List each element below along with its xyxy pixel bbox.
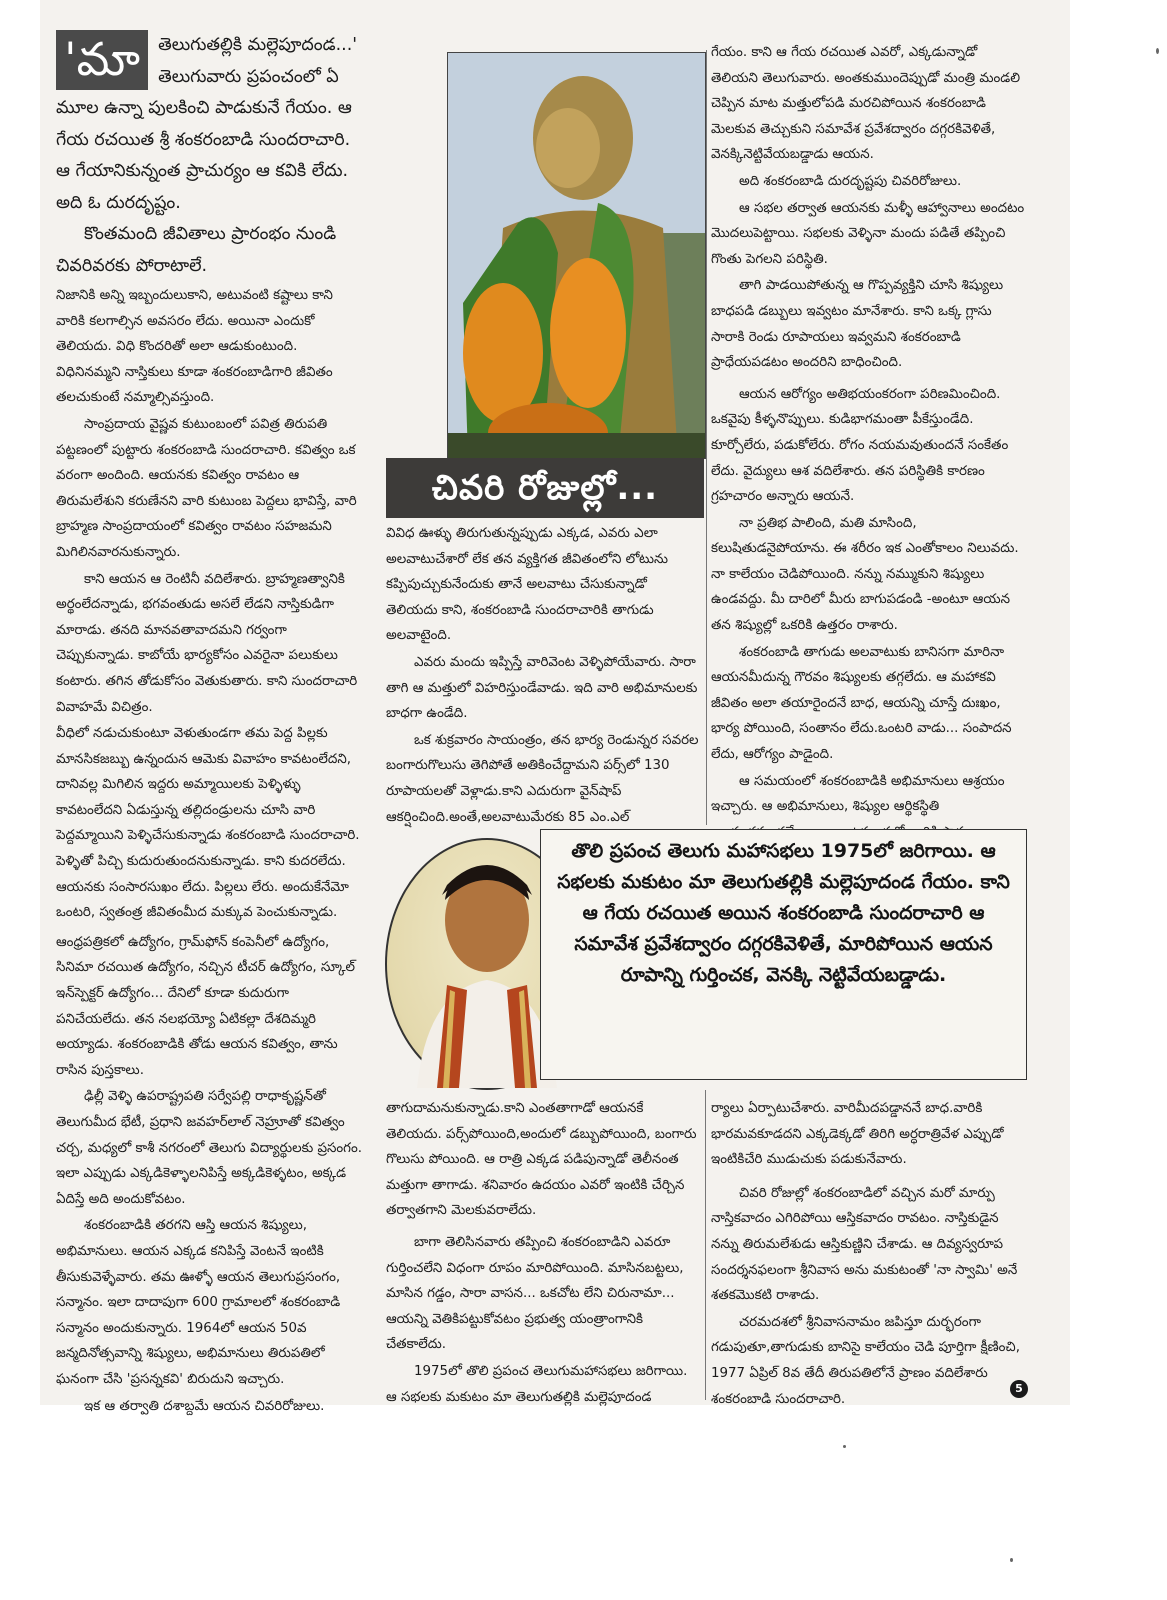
paragraph: శంకరంబాడికి తరగని ఆస్తి ఆయన శిష్యులు, అభిమానులు. ఆయన ఎక్కడ కనిపిస్తే వెంటనే ఇంటికి తీసుకువెళ్ళేవారు. తమ ఊళ్ళో ఆయన తెలుగుప్రసంగం, సన్మానం. ఇలా దాదాపుగా 600 గ్రామాలలో శంకరంబాడి సన్మానం అందుకున్నారు. 1964లో ఆయన 50వ జన్మదినోత్సవాన్ని శిష్యులు, అభిమానులు తిరుపతిలో ఘనంగా చేసి 'ప్రసన్నకవి' బిరుదుని ఇచ్చారు.: [56, 1218, 341, 1387]
paragraph: సాంప్రదాయ వైష్ణవ కుటుంబంలో పవిత్ర తిరుపతి పట్టణంలో పుట్టారు శంకరంబాడి సుందరాచారి. కవిత్వం ఒక వరంగా అందింది. ఆయనకు కవిత్వం రావటం ఆ తిరుమలేశుని కరుణేనని వారి కుటుంబ పెద్దలు భావిస్తే, వారి బ్రాహ్మణ సాంప్రదాయంలో కవిత్వం రావటం సహజమని మిగిలినవారనుకున్నారు.: [56, 416, 357, 560]
paragraph: చరమదశలో శ్రీనివాసనామం జపిస్తూ దుర్భరంగా గడుపుతూ,తాగుడుకు బానిసై కాలేయం చెడి పూర్తిగా క్షీణించి, 1977 ఏప్రిల్ 8వ తేదీ తిరుపతిలోనే ప్రాణం వదిలేశారు శంకరంబాడి సుందరాచారి.: [711, 1314, 1020, 1407]
drop-cap: 'మా: [56, 30, 148, 90]
paragraph: గేయం. కాని ఆ గేయ రచయిత ఎవరో, ఎక్కడున్నాడో తెలియని తెలుగువారు. అంతకుముందెప్పుడో మంత్రి మండలి చెప్పిన మాట మత్తులోపడి మరచిపోయిన శంకరంబాడి మెలకువ తెచ్చుకుని సమావేశ ప్రవేశద్వారం దగ్గరకివెళితే, వెనక్కినెట్టివేయబడ్డాడు ఆయన.: [711, 45, 1021, 163]
paragraph: ఢిల్లీ వెళ్ళి ఉపరాష్ట్రపతి సర్వేపల్లి రాధాకృష్ణన్‌తో తెలుగుమీద భేటీ, ప్రధాని జవహర్‌లాల్ నెహ్రూతో కవిత్వం చర్చ, మధ్యలో కాశీ నగరంలో తెలుగు విద్యార్థులకు ప్రసంగం. ఇలా ఎప్పుడు ఎక్కడికెళ్ళాలనిపిస్తే అక్కడికెళ్ళటం, అక్కడ ఏదిస్తే అది అందుకోవటం.: [56, 1089, 363, 1207]
paragraph: అది శంకరంబాడి దురదృష్టపు చివరిరోజులు.: [739, 173, 962, 189]
lead-text: తెలుగుతల్లికి మల్లెపూదండ...' తెలుగువారు ప్రపంచంలో ఏ మూల ఉన్నా పులకించి పాడుకునే గేయం. ఆ గేయ రచయిత శ్రీ శంకరంబాడి సుందరాచారి. ఆ గేయానికున్నంత ప్రాచుర్యం ఆ కవికి లేదు. అది ఓ దురదృష్టం.: [56, 35, 358, 213]
statue-photo: [447, 52, 706, 459]
pull-quote-text: తొలి ప్రపంచ తెలుగు మహాసభలు 1975లో జరిగాయి. ఆ సభలకు మకుటం మా తెలుగుతల్లికి మల్లెపూదండ గేయం. కాని ఆ గేయ రచయిత అయిన శంకరంబాడి సుందరాచారి ఆ సమావేశ ప్రవేశద్వారం దగ్గరకివెళితే, మారిపోయిన ఆయన రూపాన్ని గుర్తించక, వెనక్కి నెట్టివేయబడ్డాడు.: [557, 840, 1010, 986]
paragraph: ఆంధ్రపత్రికలో ఉద్యోగం, గ్రామ్‌ఫోన్ కంపెనీలో ఉద్యోగం, సినిమా రచయిత ఉద్యోగం, నచ్చిన టీచర్ ఉద్యోగం, స్కూల్ ఇన్‌స్పెక్టర్ ఉద్యోగం... దేనిలో కూడా కుదురుగా పనిచేయలేదు. తన నలభయ్యో ఏటికల్లా దేశదిమ్మరి అయ్యాడు. శంకరంబాడికి తోడు ఆయన కవిత్వం, తాను రాసిన పుస్తకాలు.: [56, 934, 355, 1078]
paragraph: 1975లో తొలి ప్రపంచ తెలుగుమహాసభలు జరిగాయి. ఆ సభలకు మకుటం మా తెలుగుతల్లికి మల్లెపూదండ: [386, 1363, 688, 1405]
paragraph: తాగి పాడయిపోతున్న ఆ గొప్పవ్యక్తిని చూసి శిష్యులు బాధపడి డబ్బులు ఇవ్వటం మానేశారు. కాని ఒక్క గ్లాసు సారాకి రెండు రూపాయలు ఇవ్వమని శంకరంబాడి ప్రాధేయపడటం అందరిని బాధించింది.: [711, 278, 1004, 371]
page-number: 5: [1010, 1380, 1028, 1398]
paragraph: వీధిలో నడుచుకుంటూ వెళుతుండగా తమ పెద్ద పిల్లకు మానసికజబ్బు ఉన్నందున ఆమెకు వివాహం కావటంలేదని, దానివల్ల మిగిలిన ఇద్దరు అమ్మాయిలకు పెళ్ళిళ్ళు కావటంలేదని ఏడుస్తున్న తల్లిదండ్రులను చూసి వారి పెద్దమ్మాయిని పెళ్ళిచేసుకున్నాడు శంకరంబాడి సుందరాచారి. పెళ్ళితో పిచ్చి కుదురుతుందనుకున్నాడు. కాని కుదరలేదు. ఆయనకు సంసారసుఖం లేదు. పిల్లలు లేరు. అందుకేనేమో ఒంటరి, స్వతంత్ర జీవితంమీద మక్కువ పెంచుకున్నాడు.: [56, 726, 360, 921]
paragraph: ఆయన ఆరోగ్యం అతిభయంకరంగా పరిణమించింది. ఒకవైపు కీళ్ళనొప్పులు. కుడిభాగమంతా పీకేస్తుండేది. కూర్చోలేరు, పడుకోలేరు. రోగం నయమవుతుందనే సంకేతం లేదు. వైద్యులు ఆశ వదిలేశారు. తన పరిస్థితికి కారణం గ్రహచారం అన్నారు ఆయనే.: [711, 386, 1009, 505]
paragraph: శంకరంబాడి తాగుడు అలవాటుకు బానిసగా మారినా ఆయనమీదున్న గౌరవం శిష్యులకు తగ్గలేదు. ఆ మహాకవి జీవితం అలా తయారైందనే బాధ, ఆయన్ని చూస్తే దుఃఖం, భార్య పోయింది, సంతానం లేదు.ఒంటరి వాడు... సంపాదన లేదు, ఆరోగ్యం పాడైంది.: [711, 644, 1012, 763]
paragraph: ఒక శుక్రవారం సాయంత్రం, తన భార్య రెండున్నర సవరల బంగారుగొలుసు తెగిపోతే అతికించేద్దామని పర్స్‌లో 130 రూపాయలతో వెళ్లాడు.కాని ఎదురుగా వైన్‌షాప్ ఆకర్షించింది.అంతే,అలవాటుమేరకు 85 ఎం.ఎల్: [386, 732, 699, 825]
scan-speck: [1156, 48, 1159, 54]
column-3-top: [711, 40, 1027, 820]
column-1: [56, 30, 366, 1414]
column-2-top: [386, 521, 702, 823]
paragraph: కాని ఆయన ఆ రెంటినీ వదిలేశారు. బ్రాహ్మణత్వానికి అర్థంలేదన్నాడు, భగవంతుడు అసలే లేడని నాస్తికుడిగా మారాడు. తనది మానవతావాదమని గర్వంగా చెప్పుకున్నాడు. కాబోయే భార్యకోసం ఎవరైనా పలుకులు కంటారు. తగిన తోడుకోసం వెతుకుతారు. కాని సుందరాచారి వివాహమే విచిత్రం.: [56, 571, 358, 715]
paragraph: బాగా తెలిసినవారు తప్పించి శంకరంబాడిని ఎవరూ గుర్తించలేని విధంగా రూపం మారిపోయింది. మాసినబట్టలు, మాసిన గడ్డం, సారా వాసన... ఒకచోట లేని చిరునామా... ఆయన్ని వెతికిపట్టుకోవటం ప్రభుత్వ యంత్రాంగానికి చేతకాలేదు.: [386, 1234, 684, 1353]
paragraph: నా ప్రతిభ పాలింది, మతి మాసింది, కలుషితుడనైపోయాను. ఈ శరీరం ఇక ఎంతోకాలం నిలువదు. నా కాలేయం చెడిపోయింది. నన్ను నమ్ముకుని శిష్యులు ఉండవద్దు. మీ దారిలో మీరు బాగుపడండి -అంటూ ఆయన తన శిష్యుల్లో ఒకరికి ఉత్తరం రాశారు.: [711, 515, 1019, 634]
paragraph: తాగుదామనుకున్నాడు.కాని ఎంతతాగాడో ఆయనకే తెలియదు. పర్స్‌పోయింది,అందులో డబ్బుపోయింది, బంగారు గొలుసు పోయింది. ఆ రాత్రి ఎక్కడ పడిపున్నాడో తెలీనంత మత్తుగా తాగాడు. శనివారం ఉదయం ఎవరో ఇంటికి చేర్చిన తర్వాతగాని మెలకువరాలేదు.: [386, 1101, 697, 1219]
paragraph: ర్యాలు ఏర్పాటుచేశారు. వారిమీదపడ్డాననే బాధ.వారికి భారమవకూడదని ఎక్కడెక్కడో తిరిగి అర్ధరాత్రివేళ ఎప్పుడో ఇంటికిచేరి ముడుచుకు పడుకునేవారు.: [711, 1101, 1004, 1168]
pull-quote: [540, 829, 1027, 1080]
column-rule: [705, 1090, 706, 1400]
column-rule: [706, 50, 707, 825]
paragraph: ఇక ఆ తర్వాతి దశాబ్దమే ఆయన చివరిరోజులు.: [84, 1398, 325, 1414]
paragraph: ఎవరు మందు ఇప్పిస్తే వారివెంట వెళ్ళిపోయేవారు. సారా తాగి ఆ మత్తులో విహరిస్తుండేవాడు. ఇది వారి అభిమానులకు బాధగా ఉండేది.: [386, 654, 698, 722]
paragraph: చివరి రోజుల్లో శంకరంబాడిలో వచ్చిన మరో మార్పు నాస్తికవాదం ఎగిరిపోయి ఆస్తికవాదం రావటం. నాస్తికుడైన నన్ను తిరుమలేశుడు ఆస్తికుణ్ణిని చేశాడు. ఆ దివ్యస్వరూప సందర్శనఫలంగా శ్రీనివాస అను మకుటంతో 'నా స్వామి' అనే శతకమొకటి రాశాడు.: [711, 1185, 1018, 1304]
paragraph: నిజానికి అన్ని ఇబ్బందులుకాని, అటువంటి కష్టాలు కాని వారికి కలగాల్సిన అవసరం లేదు. అయినా ఎందుకో తెలియదు. విధి కొందరితో అలా ఆడుకుంటుంది. విధినినమ్మని నాస్తికులు కూడా శంకరంబాడిగారి జీవితం తలచుకుంటే నమ్మాల్సివస్తుంది.: [56, 288, 333, 406]
paragraph: వివిధ ఊళ్ళు తిరుగుతున్నప్పుడు ఎక్కడ, ఎవరు ఎలా అలవాటుచేశారో లేక తన వ్యక్తిగత జీవితంలోని లోటును కప్పిపుచ్చుకునేందుకు తానే అలవాటు చేసుకున్నాడో తెలియదు కాని, శంకరంబాడి సుందరాచారికి తాగుడు అలవాటైంది.: [386, 526, 668, 644]
scan-speck: [1010, 1558, 1013, 1562]
paragraph: కొంతమంది జీవితాలు ప్రారంభం నుండి చివరివరకు పోరాటాలే.: [56, 224, 337, 276]
column-3-bottom: [711, 1096, 1027, 1407]
column-2-bottom: [386, 1096, 702, 1405]
article-title: చివరి రోజుల్లో...: [386, 458, 704, 518]
lead-paragraph: [56, 30, 366, 219]
statue-illustration: [448, 53, 705, 458]
paragraph: ఆ సభల తర్వాత ఆయనకు మళ్ళీ ఆహ్వానాలు అందటం మొదలుపెట్టాయి. సభలకు వెళ్ళినా మందు పడితే తప్పించి గొంతు పెగలని పరిస్థితి.: [711, 200, 1025, 267]
paragraph: ఆ సమయంలో శంకరంబాడికి అభిమానులు ఆశ్రయం ఇచ్చారు. ఆ అభిమానులు, శిష్యుల ఆర్థికస్థితి: [711, 773, 1005, 815]
scan-speck: [843, 1445, 846, 1448]
